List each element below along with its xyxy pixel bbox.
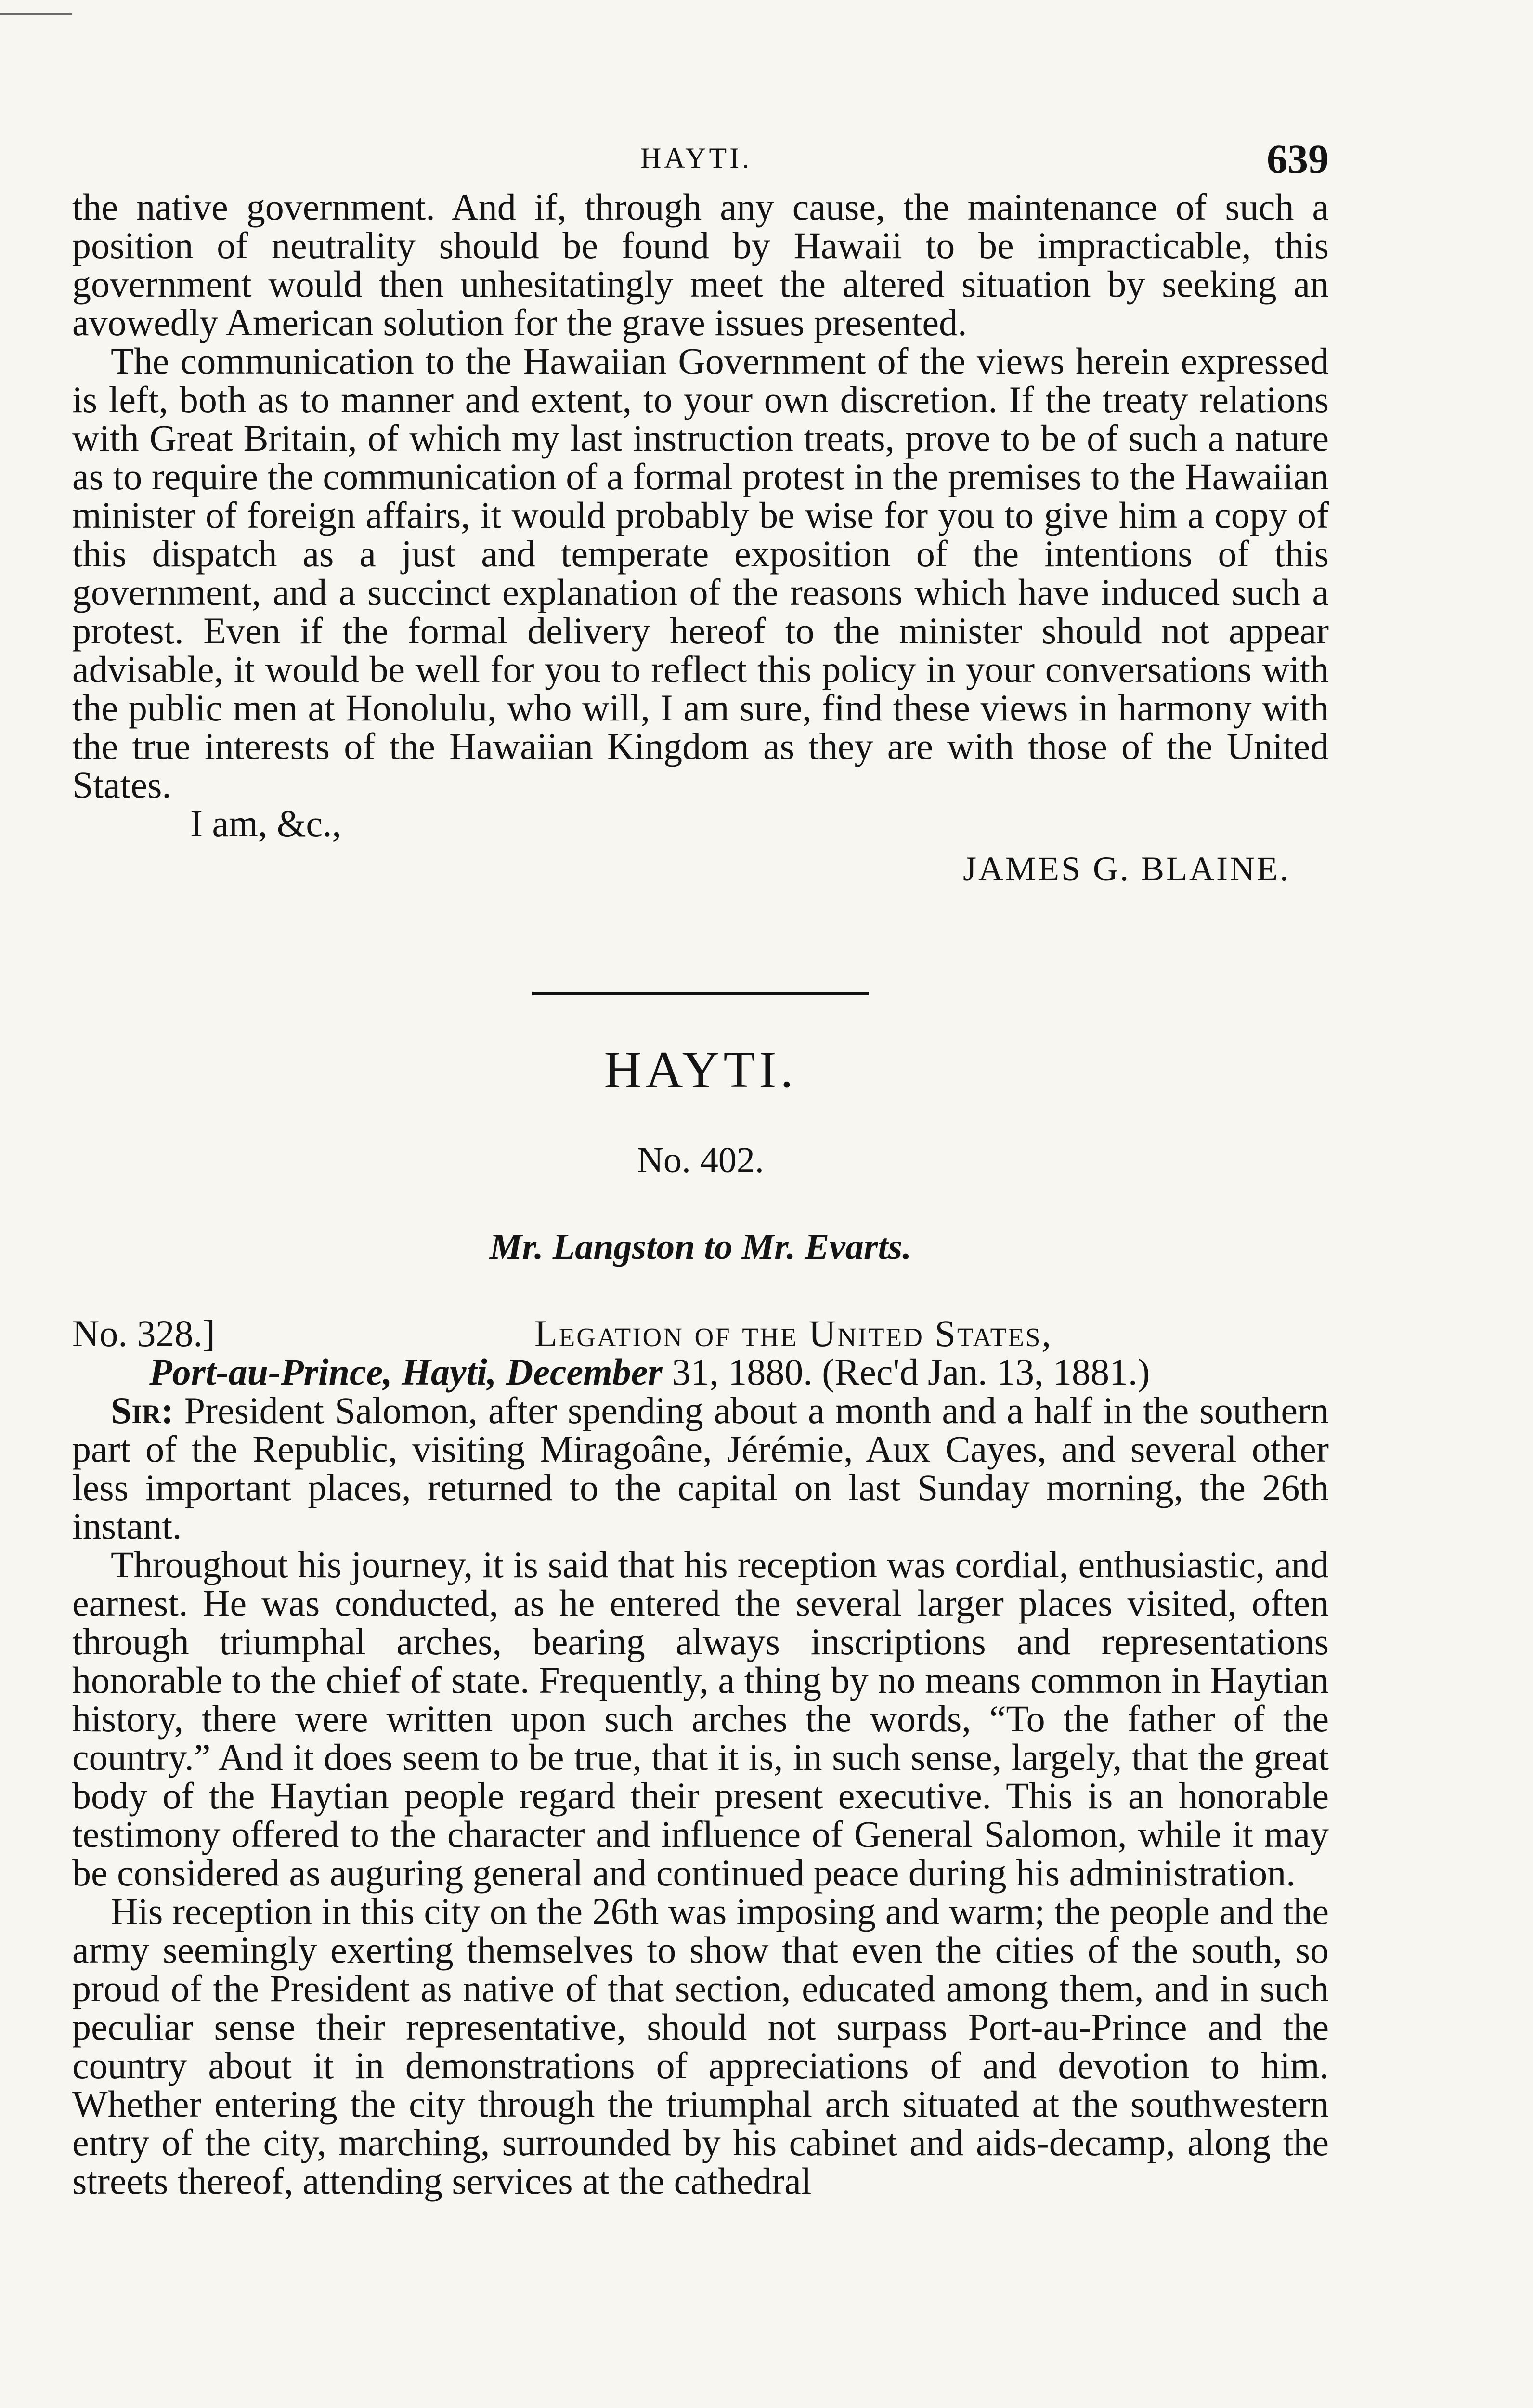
section-title: HAYTI. (604, 1041, 797, 1099)
body-paragraph: Throughout his journey, it is said that his reception was cordial, enthusiastic, and earnest. He was conducted, as he entered the several larger places visited, often through triumphal arches, bearing always inscriptions and representations honorable to the chief of state. Frequently, a thing by no means common in Haytian history, there were written upon such arches the words, “To the father of the country.” And it does seem to be true, that it is, in such sense, largely, that the great body of the Haytian people regard their present executive. This is an honorable testimony offered to the character and influence of General Salomon, while it may be considered as auguring general and continued peace during his administration. (72, 1544, 1329, 1894)
top-edge-rule (0, 13, 72, 15)
dateline (72, 1314, 1329, 1391)
document-page (72, 135, 1329, 2200)
section-divider (532, 992, 869, 995)
running-head (72, 135, 1329, 188)
body-paragraph (72, 1391, 1329, 1545)
document-number: No. 402. (637, 1140, 764, 1180)
legation-cap: U (808, 1312, 838, 1354)
body-text: President Salomon, after spending about a month and a half in the southern part of the Republic, visiting Miragoâne, Jérémie, Aux Cayes, and several other less important places, returned to the capital on last Sunday morning, the 26th instant. (72, 1389, 1329, 1547)
legation-text: tates, (957, 1312, 1052, 1354)
legation-text: nited (837, 1312, 935, 1354)
letter-signature: JAMES G. BLAINE. (962, 850, 1290, 888)
place-and-date (149, 1353, 1150, 1391)
place-italic: Port-au-Prince, Hayti, December (149, 1351, 663, 1393)
continued-paragraph: The communication to the Hawaiian Government of the views herein expressed is left, both as to manner and extent, to your own discretion. If the treaty relations with Great Britain, of which my last instruction treats, prove to be of such a nature as to require the communication of a formal protest in the premises to the Hawaiian minister of foreign affairs, it would probably be wise for you to give him a copy of this dispatch as a just and temperate exposition of the intentions of this government, and a succinct explanation of the reasons which have induced such a protest. Even if the formal delivery hereof to the minister should not appear advisable, it would be well for you to reflect this policy in your conversations with the public men at Honolulu, who will, I am sure, find these views in harmony with the true interests of the Hawaiian Kingdom as they are with those of the United States. (72, 340, 1329, 806)
page-number: 639 (1267, 136, 1329, 182)
continued-paragraph: the native government. And if, through any cause, the maintenance of such a position of neutrality should be found by Hawaii to be impracticable, this government would then unhesitatingly meet the altered situation by seeking an avowedly American solution for the grave issues presented. (72, 186, 1329, 343)
letter-body (72, 1391, 1329, 2200)
continued-letter (72, 188, 1329, 888)
legation-cap: L (534, 1312, 559, 1354)
legation-cap: S (935, 1312, 957, 1354)
salutation: Sir: (111, 1389, 174, 1431)
date-received: 31, 1880. (Rec'd Jan. 13, 1881.) (662, 1351, 1150, 1393)
body-paragraph: His reception in this city on the 26th was imposing and warm; the people and the army seemingly exerting themselves to show that even the cities of the south, so proud of the President as native of that section, educated among them, and in such peculiar sense their representative, should not surpass Port-au-Prince and the country about it in demonstrations of appreciations of and devotion to him. Whether entering the city through the triumphal arch situated at the southwestern entry of the city, marching, surrounded by his cabinet and aids-decamp, along the streets thereof, attending services at the cathedral (72, 1890, 1329, 2202)
dispatch-reference: No. 328.] (72, 1312, 215, 1354)
letter-closing: I am, &c., (190, 802, 342, 844)
legation-name (534, 1314, 1052, 1353)
letter-heading: Mr. Langston to Mr. Evarts. (489, 1227, 912, 1267)
legation-text: egation of the (559, 1312, 809, 1354)
running-head-title: HAYTI. (640, 142, 753, 174)
